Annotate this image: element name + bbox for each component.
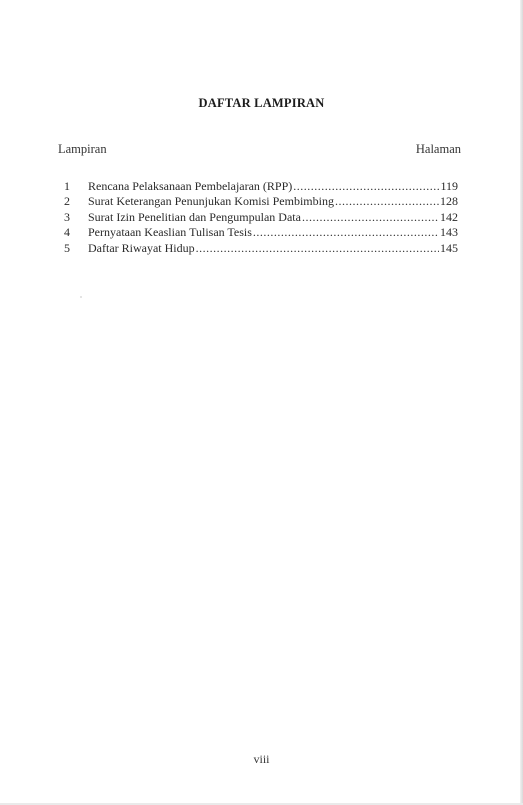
list-item xyxy=(64,210,464,225)
entry-title: Surat Izin Penelitian dan Pengumpulan Data xyxy=(88,209,301,224)
list-item xyxy=(64,194,464,209)
entry-page: 145 xyxy=(440,240,458,255)
column-header-lampiran: Lampiran xyxy=(58,142,107,156)
appendix-list xyxy=(64,179,464,256)
page-title: DAFTAR LAMPIRAN xyxy=(198,96,325,110)
list-item xyxy=(64,179,464,194)
entry-number: 5 xyxy=(64,240,70,255)
dot-leader xyxy=(302,210,439,225)
list-item xyxy=(64,241,464,256)
entry-page: 143 xyxy=(440,225,458,240)
list-item xyxy=(64,225,464,240)
dot-leader xyxy=(335,194,439,209)
entry-number: 1 xyxy=(64,179,70,193)
entry-line xyxy=(88,225,458,240)
entry-page: 128 xyxy=(440,194,458,209)
scan-speck xyxy=(80,296,82,298)
entry-page: 119 xyxy=(440,179,458,193)
entry-page: 142 xyxy=(440,209,458,224)
entry-title: Daftar Riwayat Hidup xyxy=(88,240,195,255)
dot-leader xyxy=(253,225,439,240)
column-header-halaman: Halaman xyxy=(415,142,461,156)
entry-line xyxy=(88,210,458,225)
entry-title: Surat Keterangan Penunjukan Komisi Pembimbing xyxy=(88,194,334,209)
entry-number: 4 xyxy=(64,225,70,240)
entry-number: 3 xyxy=(64,209,70,224)
entry-line xyxy=(88,241,458,256)
entry-title: Rencana Pelaksanaan Pembelajaran (RPP) xyxy=(88,179,293,193)
entry-line xyxy=(88,179,458,194)
dot-leader xyxy=(196,241,439,256)
dot-leader xyxy=(293,179,439,194)
entry-line xyxy=(88,194,458,209)
entry-number: 2 xyxy=(64,194,70,209)
entry-title: Pernyataan Keaslian Tulisan Tesis xyxy=(88,225,252,240)
page-number: viii xyxy=(253,752,270,766)
